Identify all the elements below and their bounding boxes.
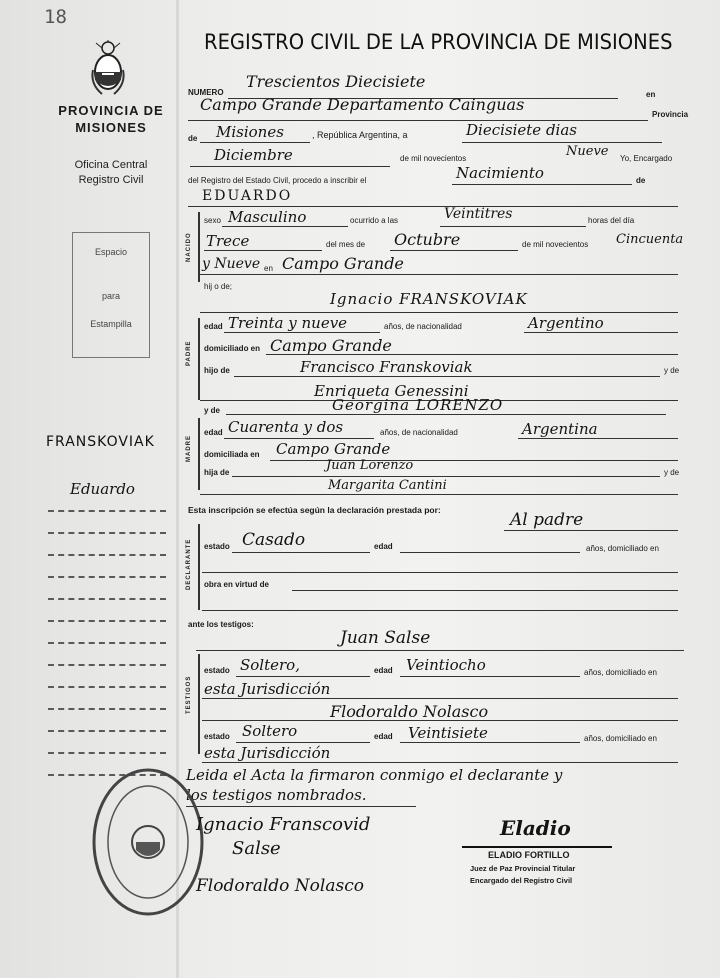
value-numero: Trescientos Diecisiete [246,72,426,91]
label-anos-decl: años, domiciliado en [586,544,659,553]
value-sexo: Masculino [228,208,307,226]
value-abuelo-m: Juan Lorenzo [326,458,414,473]
value-mes-escr: Diciembre [214,146,293,164]
value-dia-escr: Diecisiete dias [466,121,577,139]
bracket-declarante [198,524,200,610]
value-dom-madre: Campo Grande [276,440,391,458]
value-nac-madre: Argentina [522,420,598,438]
label-nacionalidad-padre: años, de nacionalidad [384,322,462,331]
label-sexo: sexo [204,216,221,225]
value-anio-escr: Nueve [566,144,609,159]
label-inscripcion: Esta inscripción se efectúa según la declaración prestada por: [188,505,441,515]
value-lugar-nac: Campo Grande [282,254,404,273]
signature-padre: Ignacio Franscovid [196,814,371,835]
office-heading [46,158,176,188]
label-nacionalidad-madre: años, de nacionalidad [380,428,458,437]
value-dom-padre: Campo Grande [270,336,392,355]
label-estado-decl: estado [204,542,230,551]
bracket-testigos [198,654,200,754]
label-hijo-de-padre: hijo de [204,366,230,375]
label-ocurrido: ocurrido a las [350,216,399,225]
province-line1: PROVINCIA DE [58,103,164,118]
bracket-nacido [198,212,200,282]
coat-of-arms-icon [88,40,128,98]
section-label-declarante: DECLARANTE [186,538,192,590]
label-y-de-padre: y de [664,366,680,375]
stamp-box-line3: Estampilla [90,319,132,329]
value-provincia: Misiones [216,123,284,141]
label-hija-de: hija de [204,468,230,477]
value-anio1: Cincuenta [616,232,684,247]
value-estado-t2: Soltero [242,722,298,740]
value-abuela-p: Enriqueta Genessini [314,382,469,400]
label-domiciliado-padre: domiciliado en [204,344,261,353]
value-estado-decl: Casado [242,530,306,550]
label-mil-novecientos: de mil novecientos [522,240,589,249]
label-mil-novecientos-escr: de mil novecientos [400,154,467,163]
label-registro: del Registro del Estado Civil, procedo a inscribir el [188,176,367,185]
value-abuela-m: Margarita Cantini [328,478,447,493]
judge-role2: Encargado del Registro Civil [470,876,573,885]
section-label-madre: MADRE [186,435,192,462]
official-seal-icon [90,766,206,918]
value-abuelo-p: Francisco Franskoviak [300,358,473,376]
label-anos-t1: años, domiciliado en [584,668,657,677]
stamp-box-line2: para [101,291,120,301]
label-domiciliada-madre: domiciliada en [204,450,260,459]
label-edad-madre: edad [204,428,223,437]
label-numero: NUMERO [188,88,224,97]
section-label-testigos: TESTIGOS [186,675,192,714]
label-horas: horas del día [588,216,635,225]
label-encargado: Yo, Encargado [620,154,673,163]
value-acto: Nacimiento [456,164,544,182]
label-de2: de [636,176,646,185]
bracket-madre [198,418,200,490]
judge-role1: Juez de Paz Provincial Titular [470,864,576,873]
value-edad-madre: Cuarenta y dos [228,418,344,436]
label-estado-t1: estado [204,666,230,675]
label-provincia: Provincia [652,110,689,119]
label-anos-t2: años, domiciliado en [584,734,657,743]
value-edad-t2: Veintisiete [408,724,488,742]
margin-given-name: Eduardo [70,480,135,498]
value-edad-t1: Veintiocho [406,656,486,674]
value-nac-padre: Argentino [528,314,604,332]
label-estado-t2: estado [204,732,230,741]
section-label-nacido: NACIDO [186,232,192,262]
label-en: en [646,90,656,99]
value-dia: Trece [206,232,250,250]
closing-line1: Leida el Acta la firmaron conmigo el declarante y [186,766,563,784]
label-en-lugar: en [264,264,273,273]
page-number: 18 [44,6,67,28]
label-y-de-madre2: y de [664,468,680,477]
value-padre: Ignacio FRANSKOVIAK [330,290,528,308]
value-testigo1: Juan Salse [340,628,431,648]
bracket-padre [198,318,200,400]
signature-testigo1: Salse [232,838,281,859]
province-line2: MISIONES [75,120,147,135]
label-edad-padre: edad [204,322,223,331]
value-nombre: EDUARDO [202,188,293,204]
signature-testigo2: Flodoraldo Nolasco [196,876,364,896]
signature-judge: Eladio [500,816,571,840]
value-mes: Octubre [394,230,461,249]
value-dom-t2: esta Jurisdicción [204,744,331,762]
label-edad-t2: edad [374,732,393,741]
label-mes: del mes de [326,240,366,249]
label-republica: , República Argentina, a [312,130,408,140]
margin-surname: FRANSKOVIAK [46,434,155,450]
office-line2: Registro Civil [78,174,144,186]
label-de: de [188,134,198,143]
value-anio2: y Nueve [202,256,261,272]
value-dom-t1: esta Jurisdicción [204,680,331,698]
value-edad-padre: Treinta y nueve [228,314,348,332]
province-heading [46,102,176,136]
page-title: REGISTRO CIVIL DE LA PROVINCIA DE MISIONES [204,30,673,54]
value-madre: Georgina LORENZO [332,396,504,414]
value-declarante: Al padre [510,510,584,530]
label-ante-testigos: ante los testigos: [188,620,254,629]
value-hora: Veintitres [444,206,513,222]
stamp-box [72,232,150,358]
label-edad-decl: edad [374,542,393,551]
label-obra: obra en virtud de [204,580,269,589]
closing-line2: los testigos nombrados. [186,786,367,804]
value-lugar: Campo Grande Departamento Cainguas [200,95,525,114]
label-hijo-de: hij o de; [204,282,233,291]
judge-name: ELADIO FORTILLO [488,850,570,860]
label-edad-t1: edad [374,666,393,675]
label-y-de-madre: y de [204,406,221,415]
office-line1: Oficina Central [74,159,148,171]
value-testigo2: Flodoraldo Nolasco [330,702,489,721]
section-label-padre: PADRE [186,340,192,366]
stamp-box-line1: Espacio [94,247,128,257]
value-estado-t1: Soltero, [240,656,300,674]
